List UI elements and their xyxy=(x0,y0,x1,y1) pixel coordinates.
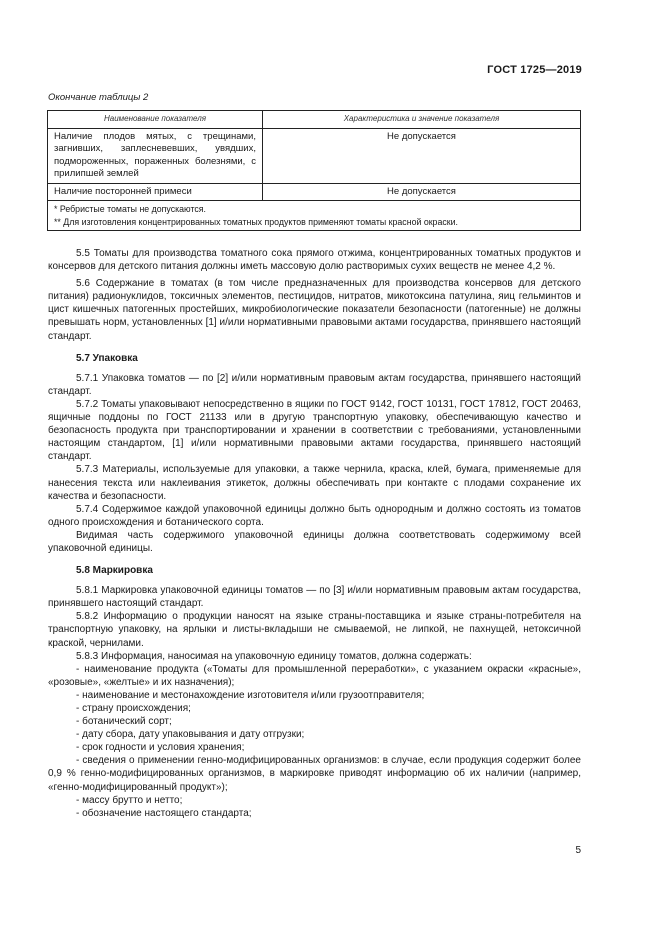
list-item: - наименование и местонахождение изготовителя и/или грузоотправителя; xyxy=(76,689,425,701)
paragraph-5-7-1: 5.7.1 Упаковка томатов — по [2] и/или нормативным правовым актам государства, принявшего настоящий стандарт. xyxy=(48,372,581,397)
paragraph-5-8-2: 5.8.2 Информацию о продукции наносят на языке страны-поставщика и языке страны-потребителя на транспортную упаковку, на ярлыки и листы-вкладыши не смываемой, не липкой, не пахнущей, нетоксичной краской, чернилами. xyxy=(48,611,581,649)
column-header-value: Характеристика и значение показателя xyxy=(263,111,581,129)
table-caption: Окончание таблицы 2 xyxy=(48,92,149,103)
paragraph-5-5: 5.5 Томаты для производства томатного сока прямого отжима, концентрированных томатных продуктов и консервов для детского питания должны иметь массовую долю растворимых сухих веществ не менее 4,2 %. xyxy=(48,248,581,273)
column-header-indicator: Наименование показателя xyxy=(48,111,263,129)
list-item: - дату сбора, дату упаковывания и дату отгрузки; xyxy=(76,729,305,741)
list-item: - срок годности и условия хранения; xyxy=(76,742,245,754)
paragraph-5-7-2: 5.7.2 Томаты упаковывают непосредственно в ящики по ГОСТ 9142, ГОСТ 10131, ГОСТ 17812, ГОСТ 20463, ящичные поддоны по ГОСТ 21133 или в другую транспортную упаковку, обеспечивающую качество и безопасность продукта при транспортировании и хранении в соответствии с требованиями, установленными настоящим стандартом, [1] и/или нормативными правовыми актами государства, принявшего настоящий стандарт. xyxy=(48,398,581,463)
indicators-table xyxy=(47,110,581,231)
table-row xyxy=(48,183,581,201)
list-item: - массу брутто и нетто; xyxy=(76,794,183,806)
row-indicator-value: Не допускается xyxy=(263,128,581,183)
section-heading-packaging: 5.7 Упаковка xyxy=(76,352,138,364)
table-row xyxy=(48,128,581,183)
document-body xyxy=(48,247,581,820)
list-item: - наименование продукта («Томаты для промышленной переработки», с указанием окраски «красные», «розовые», «желтые» и их назначения); xyxy=(48,663,581,688)
paragraph-5-6: 5.6 Содержание в томатах (в том числе предназначенных для производства консервов для детского питания) радионуклидов, токсичных элементов, пестицидов, нитратов, микотоксина патулина, яиц гельминтов и цист кишечных патогенных простейших, микробиологические показатели безопасности (патогенные) не должны превышать норм, установленных [1] и/или нормативными правовыми актами государства, принявшего настоящий стандарт. xyxy=(48,278,581,342)
list-item: - сведения о применении генно-модифицированных организмов: в случае, если продукция содержит более 0,9 % генно-модифицированных организмов, в маркировке приводят информацию об их наличии (например, «генно-модифицированный продукт»); xyxy=(48,755,581,793)
paragraph-5-7-4-visible: Видимая часть содержимого упаковочной единицы должна соответствовать содержимому всей упаковочной единицы. xyxy=(48,529,581,554)
page-number: 5 xyxy=(575,845,581,856)
list-item: - ботанический сорт; xyxy=(76,716,172,728)
paragraph-5-8-3: 5.8.3 Информация, наносимая на упаковочную единицу томатов, должна содержать: xyxy=(76,650,472,662)
section-heading-marking: 5.8 Маркировка xyxy=(76,565,153,577)
paragraph-5-8-1: 5.8.1 Маркировка упаковочной единицы томатов — по [3] и/или нормативным правовым актам государства, принявшего настоящий стандарт. xyxy=(48,585,581,610)
row-indicator-name: Наличие посторонней примеси xyxy=(48,183,263,201)
table-note: ** Для изготовления концентрированных томатных продуктов применяют томаты красной окраски. xyxy=(54,216,458,227)
table-header-row xyxy=(48,111,581,129)
standard-header: ГОСТ 1725—2019 xyxy=(487,64,582,76)
row-indicator-name: Наличие плодов мятых, с трещинами, загнивших, заплесневевших, увядших, подмороженных, пораженных болезнями, с прилипшей землей xyxy=(48,128,263,183)
table-notes xyxy=(48,201,581,231)
row-indicator-value: Не допускается xyxy=(263,183,581,201)
list-item: - страну происхождения; xyxy=(76,703,191,714)
table-notes-row xyxy=(48,201,581,231)
list-item: - обозначение настоящего стандарта; xyxy=(76,807,252,819)
paragraph-5-7-3: 5.7.3 Материалы, используемые для упаковки, а также чернила, краска, клей, бумага, применяемые для нанесения текста или наклеивания этикеток, должны обеспечивать при контакте с плодами сохранение их качества и безопасности. xyxy=(48,464,581,502)
paragraph-5-7-4: 5.7.4 Содержимое каждой упаковочной единицы должно быть однородным и должно состоять из томатов одного происхождения и ботанического сорта. xyxy=(48,503,581,528)
table-note: * Ребристые томаты не допускаются. xyxy=(54,204,206,214)
